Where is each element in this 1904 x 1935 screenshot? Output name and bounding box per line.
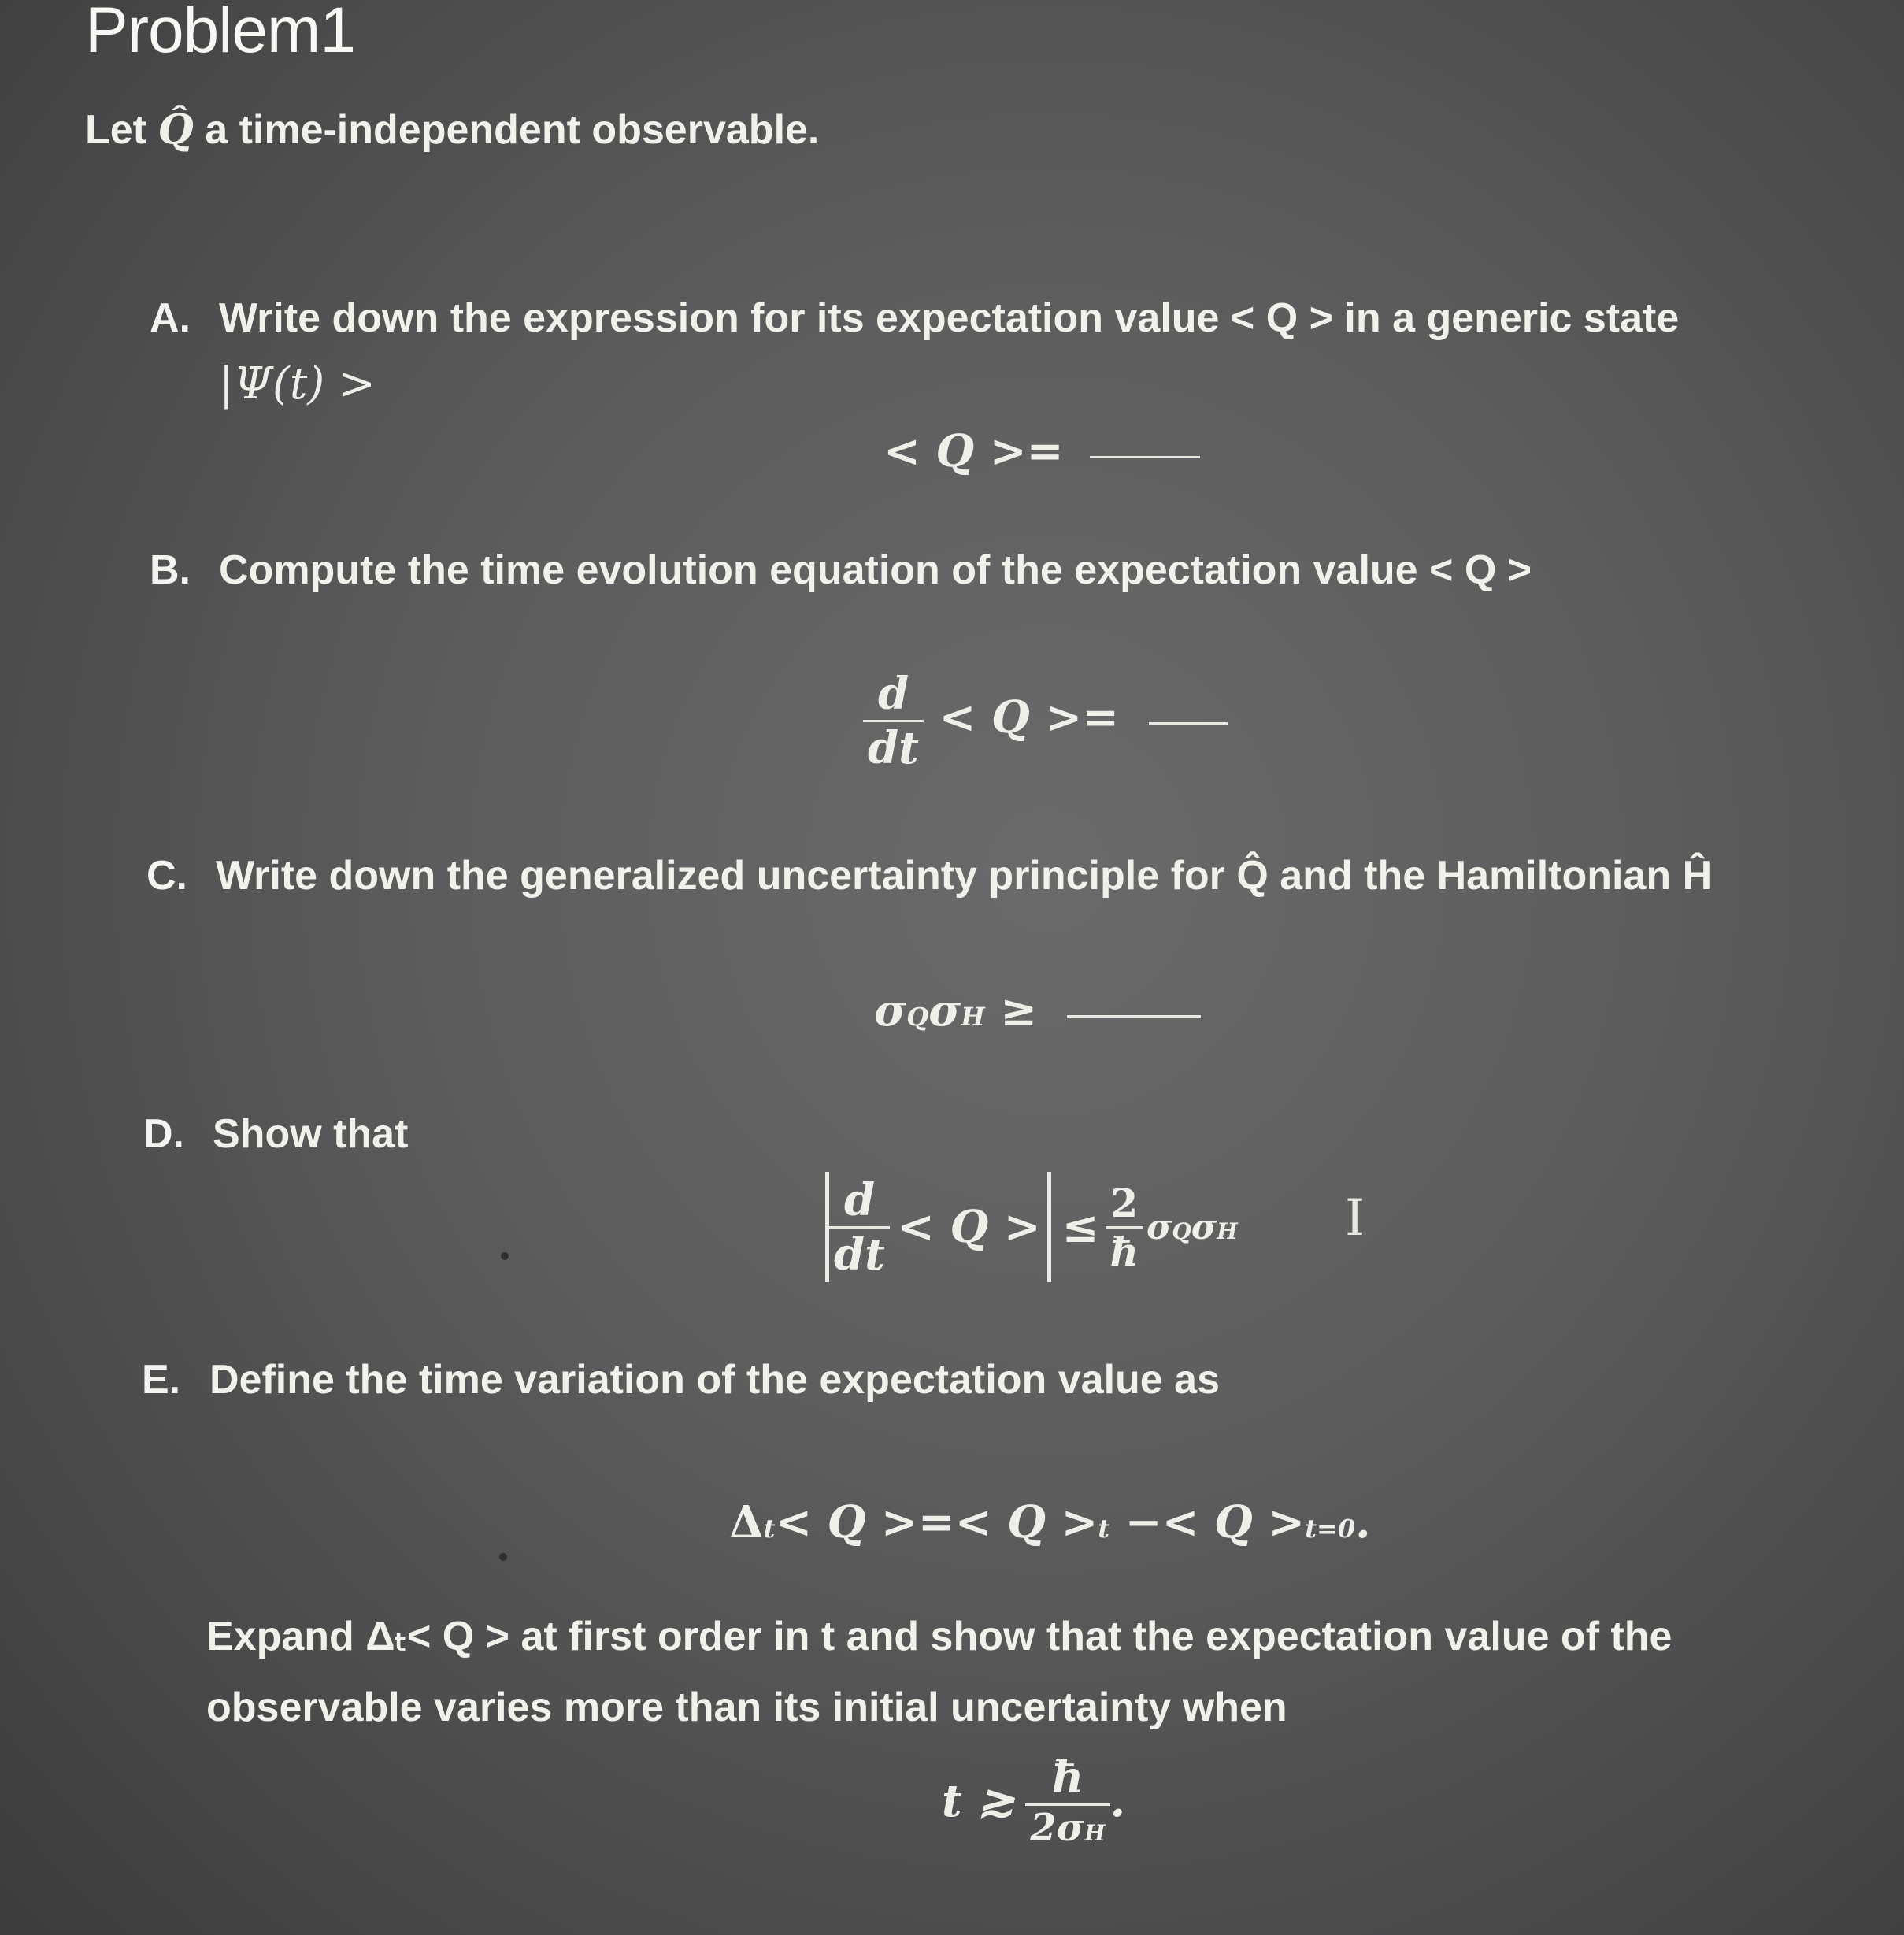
part-d-sigma-q: σ bbox=[1146, 1207, 1172, 1247]
part-b-label: B. bbox=[150, 547, 191, 593]
part-b-lhs: < Q >= bbox=[939, 691, 1120, 744]
part-e-final-den-sub: H bbox=[1084, 1820, 1106, 1846]
part-e-mid: < Q >=< Q > bbox=[775, 1496, 1098, 1548]
part-e-minus: −< Q > bbox=[1109, 1496, 1306, 1548]
part-d-sigma-h: σ bbox=[1191, 1207, 1217, 1247]
part-e-delta: Δ bbox=[729, 1496, 764, 1548]
part-a-equation bbox=[883, 425, 1200, 477]
part-a-blank[interactable] bbox=[1090, 451, 1200, 458]
part-c-text: Write down the generalized uncertainty principle for Q̂ and the Hamiltonian Ĥ bbox=[216, 853, 1713, 899]
part-d-coef-den: ħ bbox=[1109, 1228, 1139, 1275]
text-cursor-icon: I bbox=[1345, 1189, 1365, 1247]
q-hat-symbol: Q̂ bbox=[157, 106, 194, 154]
part-b-blank[interactable] bbox=[1149, 717, 1228, 725]
part-c-equation bbox=[874, 984, 1201, 1036]
dust-speck-1 bbox=[501, 1252, 509, 1260]
part-c-sub-q: Q bbox=[906, 1002, 929, 1032]
part-d-text: Show that bbox=[213, 1111, 409, 1157]
part-b-frac-den: dt bbox=[868, 722, 920, 774]
part-d-sub-h: H bbox=[1217, 1218, 1238, 1244]
part-a-text: Write down the expression for its expectation value < Q > in a generic state bbox=[219, 295, 1680, 341]
part-e-end: . bbox=[1355, 1496, 1371, 1548]
part-e-sub-t: t bbox=[763, 1514, 776, 1544]
intro-line bbox=[85, 106, 819, 154]
part-c-label: C. bbox=[146, 853, 187, 899]
part-e-final-end: . bbox=[1109, 1774, 1126, 1827]
part-d-leq: ≤ bbox=[1061, 1201, 1099, 1253]
part-e-expand-line1: Expand Δₜ< Q > at first order in t and show that the expectation value of the bbox=[206, 1614, 1672, 1659]
part-e-equation bbox=[729, 1496, 1371, 1548]
page-title: Problem1 bbox=[85, 0, 355, 66]
part-e-label: E. bbox=[142, 1357, 181, 1403]
part-b-frac-num: d bbox=[877, 668, 909, 720]
part-e-final-frac bbox=[1025, 1752, 1109, 1850]
part-d-inner: < Q > bbox=[898, 1201, 1041, 1253]
part-d-frac-num: d bbox=[843, 1173, 876, 1226]
part-e-expand-line2: observable varies more than its initial uncertainty when bbox=[206, 1685, 1287, 1730]
part-e-final-den-wrap bbox=[1025, 1806, 1109, 1850]
intro-suffix: a time-independent observable. bbox=[205, 107, 820, 153]
part-c-blank[interactable] bbox=[1067, 1010, 1201, 1018]
part-b-derivative bbox=[863, 668, 924, 774]
part-a-lhs: < Q >= bbox=[883, 425, 1064, 477]
part-e-sub-t0: t=0 bbox=[1305, 1514, 1356, 1544]
part-d-sub-q: Q bbox=[1172, 1218, 1191, 1244]
part-d-coef-num: 2 bbox=[1110, 1179, 1139, 1226]
dust-speck-2 bbox=[499, 1553, 507, 1561]
part-e-sub-t2: t bbox=[1098, 1514, 1110, 1544]
part-e-text: Define the time variation of the expectation value as bbox=[209, 1357, 1221, 1403]
part-e-final-condition bbox=[942, 1752, 1125, 1850]
part-d-label: D. bbox=[143, 1111, 184, 1157]
part-d-inequality bbox=[825, 1172, 1238, 1282]
part-e-final-den: 2σ bbox=[1030, 1806, 1085, 1850]
part-c-sigma-q: σ bbox=[874, 984, 907, 1036]
part-d-frac-den: dt bbox=[834, 1228, 886, 1281]
part-b-text: Compute the time evolution equation of the expectation value < Q > bbox=[219, 547, 1532, 593]
part-b-equation bbox=[863, 668, 1228, 774]
part-a-label: A. bbox=[150, 295, 191, 341]
part-d-abs-right bbox=[1047, 1172, 1051, 1282]
part-c-sub-h: H bbox=[961, 1002, 985, 1032]
part-c-geq: ≥ bbox=[1000, 984, 1038, 1036]
part-e-final-num: ħ bbox=[1051, 1752, 1084, 1803]
part-d-derivative bbox=[829, 1174, 890, 1281]
part-a-state: |Ψ(t) > bbox=[219, 358, 376, 410]
part-d-coef bbox=[1106, 1180, 1143, 1275]
part-e-final-lhs: t ≳ bbox=[942, 1774, 1015, 1827]
part-c-sigma-h: σ bbox=[928, 984, 961, 1036]
intro-prefix: Let bbox=[85, 107, 146, 153]
